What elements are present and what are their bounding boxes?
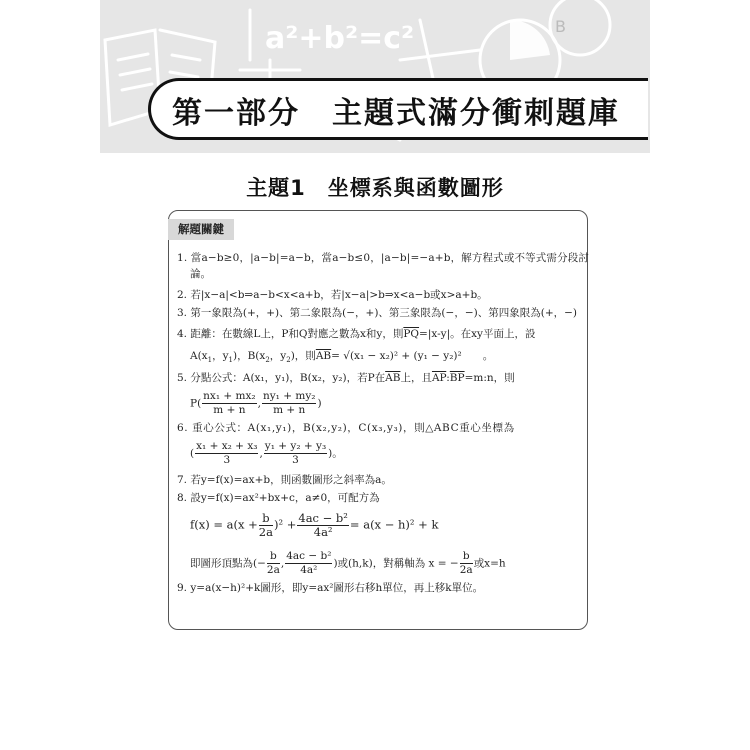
comma: , xyxy=(259,447,263,460)
numerator: b xyxy=(259,512,273,526)
item-1-line-2: 論。 xyxy=(190,268,211,280)
then-label: )，則 xyxy=(290,350,316,362)
comma: , xyxy=(280,557,285,570)
numerator: ny₁ + my₂ xyxy=(262,390,316,402)
segment-ap: $\overline{AP}$ xyxy=(431,372,447,384)
point-p-open: P( xyxy=(190,397,202,410)
item-8-formula xyxy=(190,512,438,539)
segment-bp: $\overline{BP}$ xyxy=(449,372,465,384)
numerator: b xyxy=(267,550,280,564)
denominator: 3 xyxy=(223,454,231,466)
item-8-line-1: 8. 設y=f(x)=ax²+bx+c，a≠0，可配方為 xyxy=(177,492,380,504)
fraction-x xyxy=(202,390,256,417)
numerator: nx₁ + mx₂ xyxy=(203,390,256,402)
denominator: 3 xyxy=(292,454,299,466)
denominator: m + n xyxy=(273,404,306,416)
close-paren: ) xyxy=(317,397,322,410)
section-formula-text: 5. 分點公式：A(x₁，y₁)，B(x₂，y₂)，若P在 xyxy=(177,372,386,384)
numerator: 4ac − b² xyxy=(298,511,348,525)
numerator: 4ac − b² xyxy=(286,550,332,562)
fraction-vy xyxy=(285,550,332,577)
item-8-vertex xyxy=(190,550,506,577)
section-mid-text: 上，且 xyxy=(400,372,432,384)
deco-formula: a²+b²=c² xyxy=(265,21,415,56)
formula-part-b: )² + xyxy=(273,517,297,532)
denominator: 4a² xyxy=(313,525,333,539)
denominator: m + n xyxy=(213,404,246,416)
comma: , xyxy=(257,397,261,410)
vertex-text-a: 即圖形頂點為(− xyxy=(190,557,266,570)
item-4-line-1 xyxy=(177,326,536,341)
fraction-b-2a xyxy=(259,512,273,539)
fraction-gy xyxy=(264,440,327,467)
item-3: 3. 第一象限為(+，+)、第二象限為(−，+)、第三象限為(−，−)、第四象限為(+，−) xyxy=(177,307,578,319)
denominator: 2a xyxy=(266,564,280,576)
item-4-line-2: $A(x_1$，$y_1$)，$B(x_2$，$y_2$)，則$\overline{AB}= √(x_1 - x_2)^2 + (y_1 - y_2)^2$ 。 xyxy=(190,350,494,365)
denominator: 2a xyxy=(459,564,473,576)
vertex-text-b: )或(h,k)，對稱軸為 x = − xyxy=(333,557,459,570)
item-5-line-1 xyxy=(177,370,515,385)
point-a-prefix: A(x xyxy=(190,350,208,362)
fraction-vx xyxy=(267,550,280,577)
close-paren: )。 xyxy=(328,447,343,460)
point-b-y: ，y xyxy=(269,350,287,362)
segment-ab: $\overline{AB}$ xyxy=(315,350,332,362)
open-paren: ( xyxy=(190,447,195,460)
key-points-tab: 解題關鍵 xyxy=(168,219,234,240)
segment-pq: $\overline{PQ}$ xyxy=(403,328,420,340)
ratio-text: =m:n，則 xyxy=(464,372,515,384)
denominator: 2a xyxy=(258,525,273,539)
ratio-colon: : xyxy=(446,372,450,384)
deco-b-letter: B xyxy=(555,17,566,36)
item-6-line-2 xyxy=(190,440,343,467)
fraction-gx xyxy=(195,440,258,467)
item-1-line-1: 1. 當a−b≥0，|a−b|=a−b，當a−b≤0，|a−b|=−a+b，解方程式或不等式需分段討 xyxy=(177,252,590,264)
numerator: b xyxy=(460,550,473,564)
part-title: 第一部分 主題式滿分衝刺題庫 xyxy=(172,96,620,131)
item-4-text-b: =|x-y|。在xy平面上，設 xyxy=(419,328,536,340)
denominator: 4a² xyxy=(300,564,318,576)
item-6-line-1: 6. 重心公式：A(x₁,y₁)，B(x₂,y₂)，C(x₃,y₃)，則△ABC重心坐標為 xyxy=(177,422,515,434)
formula-part-c: = a(x − h)² + k xyxy=(349,517,439,532)
point-a-y: ，y xyxy=(212,350,229,362)
fraction-4ac xyxy=(297,512,349,539)
vertex-text-c: 或x=h xyxy=(473,557,506,570)
item-9: 9. y=a(x−h)²+k圖形，即y=ax²圖形右移h單位，再上移k單位。 xyxy=(177,582,484,594)
point-b-prefix: )，B(x xyxy=(232,350,266,362)
distance-formula: = √(x₁ − x₂)² + (y₁ − y₂)² 。 xyxy=(331,350,494,362)
formula-part-a: f(x) = a(x + xyxy=(190,517,258,532)
item-7: 7. 若y=f(x)=ax+b，則函數圖形之斜率為a。 xyxy=(177,474,392,486)
fraction-axis xyxy=(460,550,473,577)
numerator: y₁ + y₂ + y₃ xyxy=(264,440,327,452)
segment-ab-2: $\overline{AB}$ xyxy=(385,372,401,384)
item-2: 2. 若|x−a|<b⇒a−b<x<a+b，若|x−a|>b⇒x<a−b或x>a+b。 xyxy=(177,289,488,301)
fraction-y xyxy=(262,390,316,417)
item-5-line-2 xyxy=(190,390,322,417)
topic-title: 主題1 坐標系與函數圖形 xyxy=(246,176,504,200)
item-4-text-a: 4. 距離：在數線L上，P和Q對應之數為x和y，則 xyxy=(177,328,404,340)
numerator: x₁ + x₂ + x₃ xyxy=(196,440,258,452)
